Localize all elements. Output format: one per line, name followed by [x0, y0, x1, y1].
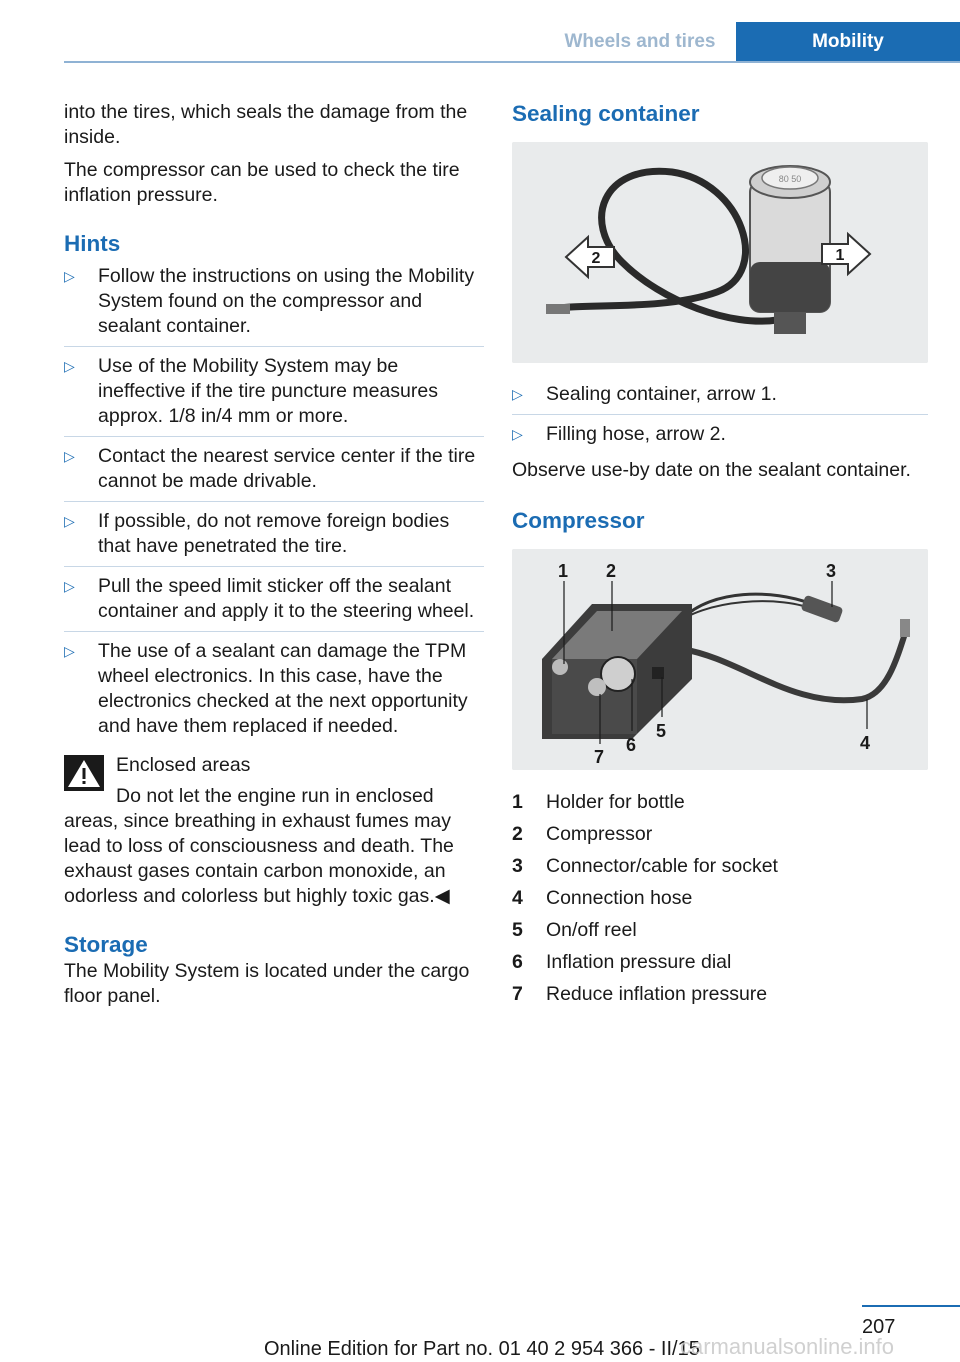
- list-item: 5 On/off reel: [512, 918, 637, 941]
- sealing-container-heading: Sealing container: [512, 101, 700, 126]
- bullet-triangle-icon: ▷: [512, 426, 523, 442]
- header-rule: [64, 61, 960, 63]
- list-item: 3 Connector/cable for socket: [512, 854, 778, 877]
- edition-note: Online Edition for Part no. 01 40 2 954 366 - II/15: [264, 1338, 700, 1360]
- bullet-triangle-icon: ▷: [64, 448, 75, 464]
- footer-rule: [862, 1305, 960, 1307]
- bullet-triangle-icon: ▷: [64, 578, 75, 594]
- bullet-triangle-icon: ▷: [64, 513, 75, 529]
- warning-text: Do not let the engine run in enclosed areas, since breathing in exhaust fumes may lead to loss of consciousness and death. The exhaust gases contain carbon monoxide, an odorless and colorless but highly toxic gas.◀: [64, 785, 454, 907]
- list-item: ▷ If possible, do not remove foreign bodies that have penetrated the tire.: [64, 509, 484, 567]
- list-item: 6 Inflation pressure dial: [512, 950, 732, 973]
- callout-label: 2: [606, 561, 617, 581]
- warning-title: Enclosed areas: [116, 754, 251, 776]
- list-item: 2 Compressor: [512, 822, 653, 845]
- list-item: ▷ Filling hose, arrow 2.: [512, 423, 726, 445]
- list-item: ▷ Pull the speed limit sticker off the sealant container and apply it to the steering wheel.: [64, 574, 484, 632]
- warning-triangle-icon: [64, 755, 104, 791]
- hints-list: [64, 264, 484, 746]
- left-column: [64, 100, 484, 1017]
- storage-heading: Storage: [64, 932, 148, 957]
- watermark: carmanualsonline.info: [680, 1334, 895, 1359]
- warning-block: [64, 753, 484, 909]
- container-dial-label: 80 50: [778, 174, 802, 184]
- callout-label: 6: [626, 735, 637, 755]
- sealing-list: [512, 382, 928, 454]
- storage-text: The Mobility System is located under the cargo floor panel.: [64, 960, 470, 1007]
- header-chapter-tab[interactable]: Mobility: [736, 22, 960, 62]
- bullet-triangle-icon: ▷: [64, 268, 75, 284]
- svg-text:2: 2: [591, 250, 601, 267]
- intro-paragraph-2: The compressor can be used to check the tire inflation pressure.: [64, 159, 460, 206]
- list-item: ▷ Contact the nearest service center if the tire cannot be made drivable.: [64, 444, 484, 502]
- bullet-triangle-icon: ▷: [512, 386, 523, 402]
- list-item: 1 Holder for bottle: [512, 790, 685, 813]
- list-item: ▷ Use of the Mobility System may be ineffective if the tire puncture measures approx. 1/8 in/4 mm or more.: [64, 354, 484, 437]
- callout-label: 1: [558, 561, 569, 581]
- callout-label: 3: [826, 561, 837, 581]
- callout-label: 7: [594, 747, 605, 767]
- intro-paragraph-1: into the tires, which seals the damage from the inside.: [64, 101, 468, 148]
- list-item: ▷ Follow the instructions on using the Mobility System found on the compressor and sealant container.: [64, 264, 484, 347]
- compressor-heading: Compressor: [512, 508, 645, 533]
- sealing-note: Observe use-by date on the sealant container.: [512, 459, 911, 481]
- compressor-parts-list: [512, 786, 928, 1010]
- callout-label: 4: [860, 733, 871, 753]
- sealing-container-figure: [512, 142, 928, 363]
- header-section-tab[interactable]: Wheels and tires: [564, 31, 716, 52]
- list-item: 7 Reduce inflation pressure: [512, 982, 768, 1005]
- list-item: ▷ The use of a sealant can damage the TPM wheel electronics. In this case, have the electronics checked at the next opportunity and have them replaced if needed.: [64, 640, 468, 737]
- list-item: ▷ Sealing container, arrow 1.: [512, 382, 928, 415]
- list-item: 4 Connection hose: [512, 886, 693, 909]
- compressor-figure: [512, 549, 928, 770]
- right-column: [512, 100, 928, 1010]
- page-number: 207: [862, 1316, 896, 1338]
- callout-label: 5: [656, 721, 667, 741]
- bullet-triangle-icon: ▷: [64, 358, 75, 374]
- bullet-triangle-icon: ▷: [64, 643, 75, 659]
- svg-text:1: 1: [835, 247, 845, 264]
- hints-heading: Hints: [64, 231, 121, 256]
